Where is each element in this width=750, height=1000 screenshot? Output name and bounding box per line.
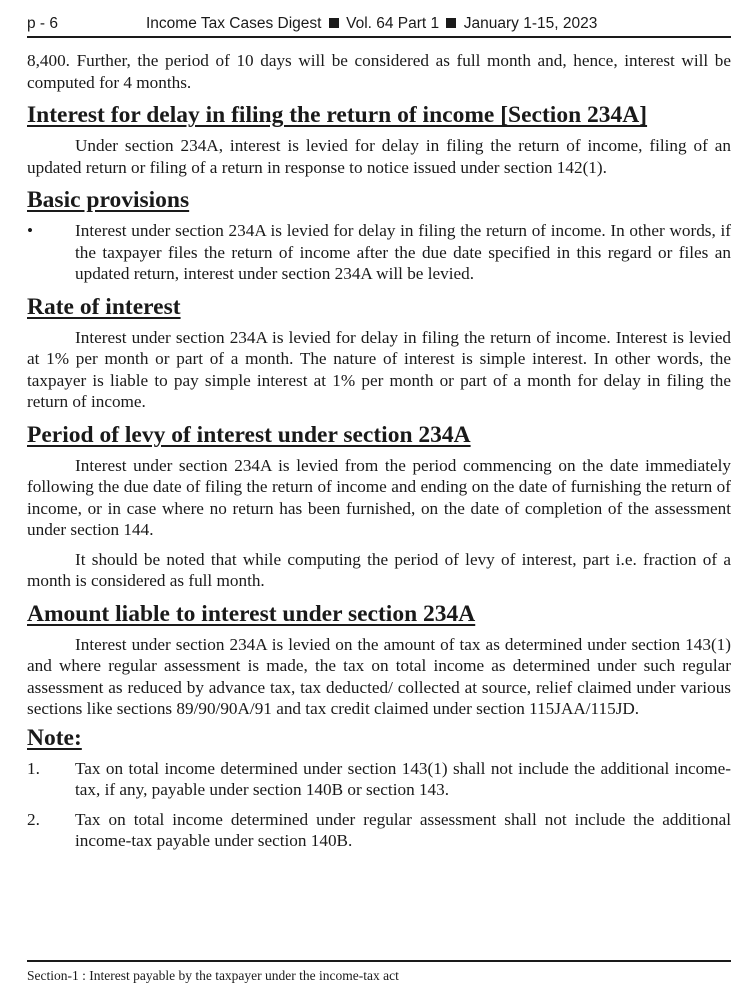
paragraph: Interest under section 234A is levied from the period commencing on the date immediately following the due date of filing the return of income and ending on the date of furnishing the return of income, or in case where no return has been furnished, on the date of completion of the assessment under section 144.	[27, 455, 731, 539]
heading-note: Note:	[27, 724, 82, 751]
heading-section-234a: Interest for delay in filing the return of income [Section 234A]	[27, 102, 648, 128]
numbered-item	[27, 758, 731, 801]
page-number: p - 6	[27, 15, 59, 32]
item-number: 2.	[27, 809, 40, 829]
heading-period-of-levy: Period of levy of interest under section 234A	[27, 421, 471, 448]
paragraph: Interest under section 234A is levied on the amount of tax as determined under section 143(1) and where regular assessment is made, the tax on total income as determined under such regular assessment as reduced by advance tax, tax deducted/ collected at source, relief claimed under various sections like sections 89/90/90A/91 and tax credit claimed under section 115JAA/115JD.	[27, 634, 731, 718]
page-body	[27, 50, 731, 852]
volume-info: Vol. 64 Part 1	[346, 15, 440, 32]
square-separator-icon	[329, 18, 339, 28]
paragraph: Under section 234A, interest is levied for delay in filing the return of income, filing of an updated return or filing of a return in response to notice issued under section 142(1).	[27, 136, 731, 177]
numbered-item	[27, 809, 731, 852]
publication-title: Income Tax Cases Digest	[146, 15, 322, 32]
bullet-item	[27, 220, 731, 285]
item-number: 1.	[27, 758, 40, 778]
running-header	[27, 14, 731, 38]
footer-section-title: Section-1 : Interest payable by the taxpayer under the income-tax act	[27, 968, 399, 983]
publication-line	[146, 15, 597, 33]
heading-amount-liable: Amount liable to interest under section 234A	[27, 600, 476, 627]
footer-divider	[27, 960, 731, 962]
item-text: Tax on total income determined under section 143(1) shall not include the additional income-tax, if any, payable under section 140B or section 143.	[75, 758, 731, 799]
bullet-icon: •	[27, 221, 34, 240]
paragraph: It should be noted that while computing the period of levy of interest, part i.e. fraction of a month is considered as full month.	[27, 549, 731, 590]
item-text: Tax on total income determined under regular assessment shall not include the additional income-tax payable under section 140B.	[75, 809, 731, 850]
issue-date: January 1-15, 2023	[463, 15, 598, 32]
intro-paragraph: 8,400. Further, the period of 10 days will be considered as full month and, hence, interest will be computed for 4 months.	[27, 51, 731, 92]
bullet-text: Interest under section 234A is levied for delay in filing the return of income. In other words, if the taxpayer files the return of income after the due date specified in this regard or files an updated return, interest under section 234A will be levied.	[75, 221, 731, 283]
heading-basic-provisions: Basic provisions	[27, 187, 190, 213]
heading-rate-of-interest: Rate of interest	[27, 293, 181, 320]
square-separator-icon	[446, 18, 456, 28]
paragraph: Interest under section 234A is levied for delay in filing the return of income. Interest is levied at 1% per month or part of a month. The nature of interest is simple interest. In other words, the taxpayer is liable to pay simple interest at 1% per month or part of a month for delay in filing the return of income.	[27, 327, 731, 411]
